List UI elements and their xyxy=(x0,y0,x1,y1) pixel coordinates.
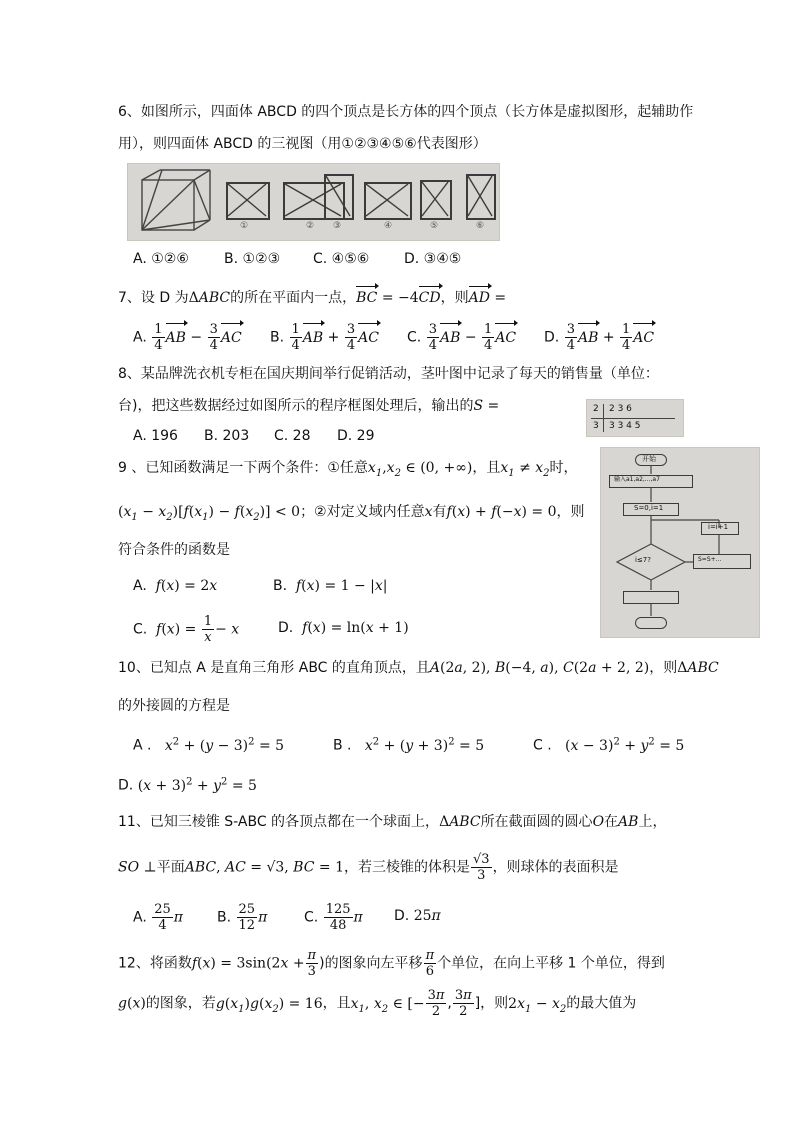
fig-label-2: ② xyxy=(306,221,315,231)
flow-init xyxy=(623,503,679,516)
flow-process-label: S=S+... xyxy=(698,556,722,563)
q9-option-c: C. f(x) = $\frac{1}{x}$ − x xyxy=(133,614,240,645)
q10-option-b: B . $x^2 + (y + 3)^2 = 5$ xyxy=(333,736,485,754)
q7-stem: 7、设 D 为ΔABC的所在平面内一点，BC = −4CD，则AD = xyxy=(118,290,507,306)
q7-option-d: D. $\frac{3}{4}$ AB + $\frac{1}{4}$ AC xyxy=(544,322,655,353)
flow-process xyxy=(693,554,751,569)
q10-option-a: A . $x^2 + (y - 3)^2 = 5$ xyxy=(133,736,285,754)
q11-option-d: D. 25π xyxy=(394,908,441,924)
three-view-figure xyxy=(127,163,500,241)
flow-start-label: 开始 xyxy=(642,455,656,463)
q10-line2: 的外接圆的方程是 xyxy=(118,698,230,714)
q7-option-a: A. $\frac{1}{4}$ AB − $\frac{3}{4}$ AC xyxy=(133,322,242,353)
q7-option-c: C. $\frac{3}{4}$ AB − $\frac{1}{4}$ AC xyxy=(407,322,517,353)
q9-line3: 符合条件的函数是 xyxy=(118,542,230,558)
fig-label-3: ③ xyxy=(333,221,342,231)
q12-line1: 12、将函数f(x) = 3sin(2x + $\frac{\pi}{3}$ )的图象向左平移 $\frac{\pi}{6}$ 个单位，在向上平移 1 个单位，得到 xyxy=(118,948,665,979)
q6-option-c: C. ④⑤⑥ xyxy=(313,251,370,267)
flow-init-label: S=0,i=1 xyxy=(634,504,664,512)
q6-option-d: D. ③④⑤ xyxy=(404,251,462,267)
stem-2: 2 xyxy=(593,404,599,414)
q8-option-d: D. 29 xyxy=(337,428,375,444)
q9-option-b: B. f(x) = 1 − |x| xyxy=(273,578,388,594)
fig-label-6: ⑥ xyxy=(476,221,485,231)
leaf-2: 2 3 6 xyxy=(609,404,632,414)
flow-condition: i≤7? xyxy=(635,556,651,564)
q8-option-c: C. 28 xyxy=(274,428,311,444)
q7-option-b: B. $\frac{1}{4}$ AB + $\frac{3}{4}$ AC xyxy=(270,322,379,353)
q6-option-b: B. ①②③ xyxy=(224,251,281,267)
q11-line1: 11、已知三棱锥 S-ABC 的各顶点都在一个球面上，ΔABC所在截面圆的圆心O在AB上， xyxy=(118,814,667,830)
q9-option-d: D. f(x) = ln(x + 1) xyxy=(278,620,409,636)
q6-line1: 6、如图所示，四面体 ABCD 的四个顶点是长方体的四个顶点（长方体是虚拟图形，起辅助作 xyxy=(118,104,694,120)
q10-option-d: D. $(x + 3)^2 + y^2 = 5$ xyxy=(118,776,257,794)
q8-option-a: A. 196 xyxy=(133,428,178,444)
q11-option-a: A. $\frac{25}{4}$ π xyxy=(133,902,183,933)
flow-increment xyxy=(701,522,739,535)
stem-leaf-plot xyxy=(586,399,684,437)
leaf-3: 3 3 4 5 xyxy=(609,421,641,431)
q11-option-b: B. $\frac{25}{12}$ π xyxy=(217,902,268,933)
q11-line2: SO ⊥平面ABC, AC = √3, BC = 1，若三棱锥的体积是 $\frac{√3}{3}$ ，则球体的表面积是 xyxy=(118,852,619,883)
q8-option-b: B. 203 xyxy=(204,428,250,444)
flow-start xyxy=(635,454,667,466)
q8-line2: 台)，把这些数据经过如图所示的程序框图处理后，输出的S = xyxy=(118,398,500,414)
q9-line2: $(x_1 - x_2)[f(x_1) - f(x_2)] < 0$；②对定义域内任意x有f(x) + f(−x) = 0，则 xyxy=(118,504,585,523)
q11-option-c: C. $\frac{125}{48}$ π xyxy=(304,902,363,933)
q12-line2: g(x)的图象，若$g(x_1)g(x_2) = 16$，且$x_1$, $x_2$ ∈ [− $\frac{3\pi}{2}$ , $\frac{3\pi}{2}$ ]，则$2x_1 - x_2$的最大值为 xyxy=(118,988,637,1019)
fig-label-5: ⑤ xyxy=(430,221,439,231)
flow-increment-label: i=i+1 xyxy=(708,523,729,531)
fig-label-1: ① xyxy=(240,221,249,231)
flow-input xyxy=(609,475,693,488)
q8-line1: 8、某品牌洗衣机专柜在国庆期间举行促销活动，茎叶图中记录了每天的销售量（单位： xyxy=(118,366,659,382)
q10-option-c: C . $(x - 3)^2 + y^2 = 5$ xyxy=(533,736,685,754)
q10-line1: 10、已知点 A 是直角三角形 ABC 的直角顶点，且A(2a, 2), B(−4, a), C(2a + 2, 2)，则ΔABC xyxy=(118,660,719,676)
q9-line1: 9 、已知函数满足一下两个条件：①任意$x_1,x_2$ ∈ (0, +∞)，且$x_1 \ne x_2$时， xyxy=(118,460,578,479)
flow-input-label: 输入a1,a2,...,a7 xyxy=(614,476,660,483)
q6-line2: 用），则四面体 ABCD 的三视图（用①②③④⑤⑥代表图形） xyxy=(118,136,487,152)
stem-3: 3 xyxy=(593,421,599,431)
flow-end xyxy=(635,617,667,629)
flowchart xyxy=(600,447,760,638)
q9-option-a: A. f(x) = 2x xyxy=(133,578,218,594)
flow-output xyxy=(623,591,679,604)
q6-option-a: A. ①②⑥ xyxy=(133,251,189,267)
fig-label-4: ④ xyxy=(384,221,393,231)
